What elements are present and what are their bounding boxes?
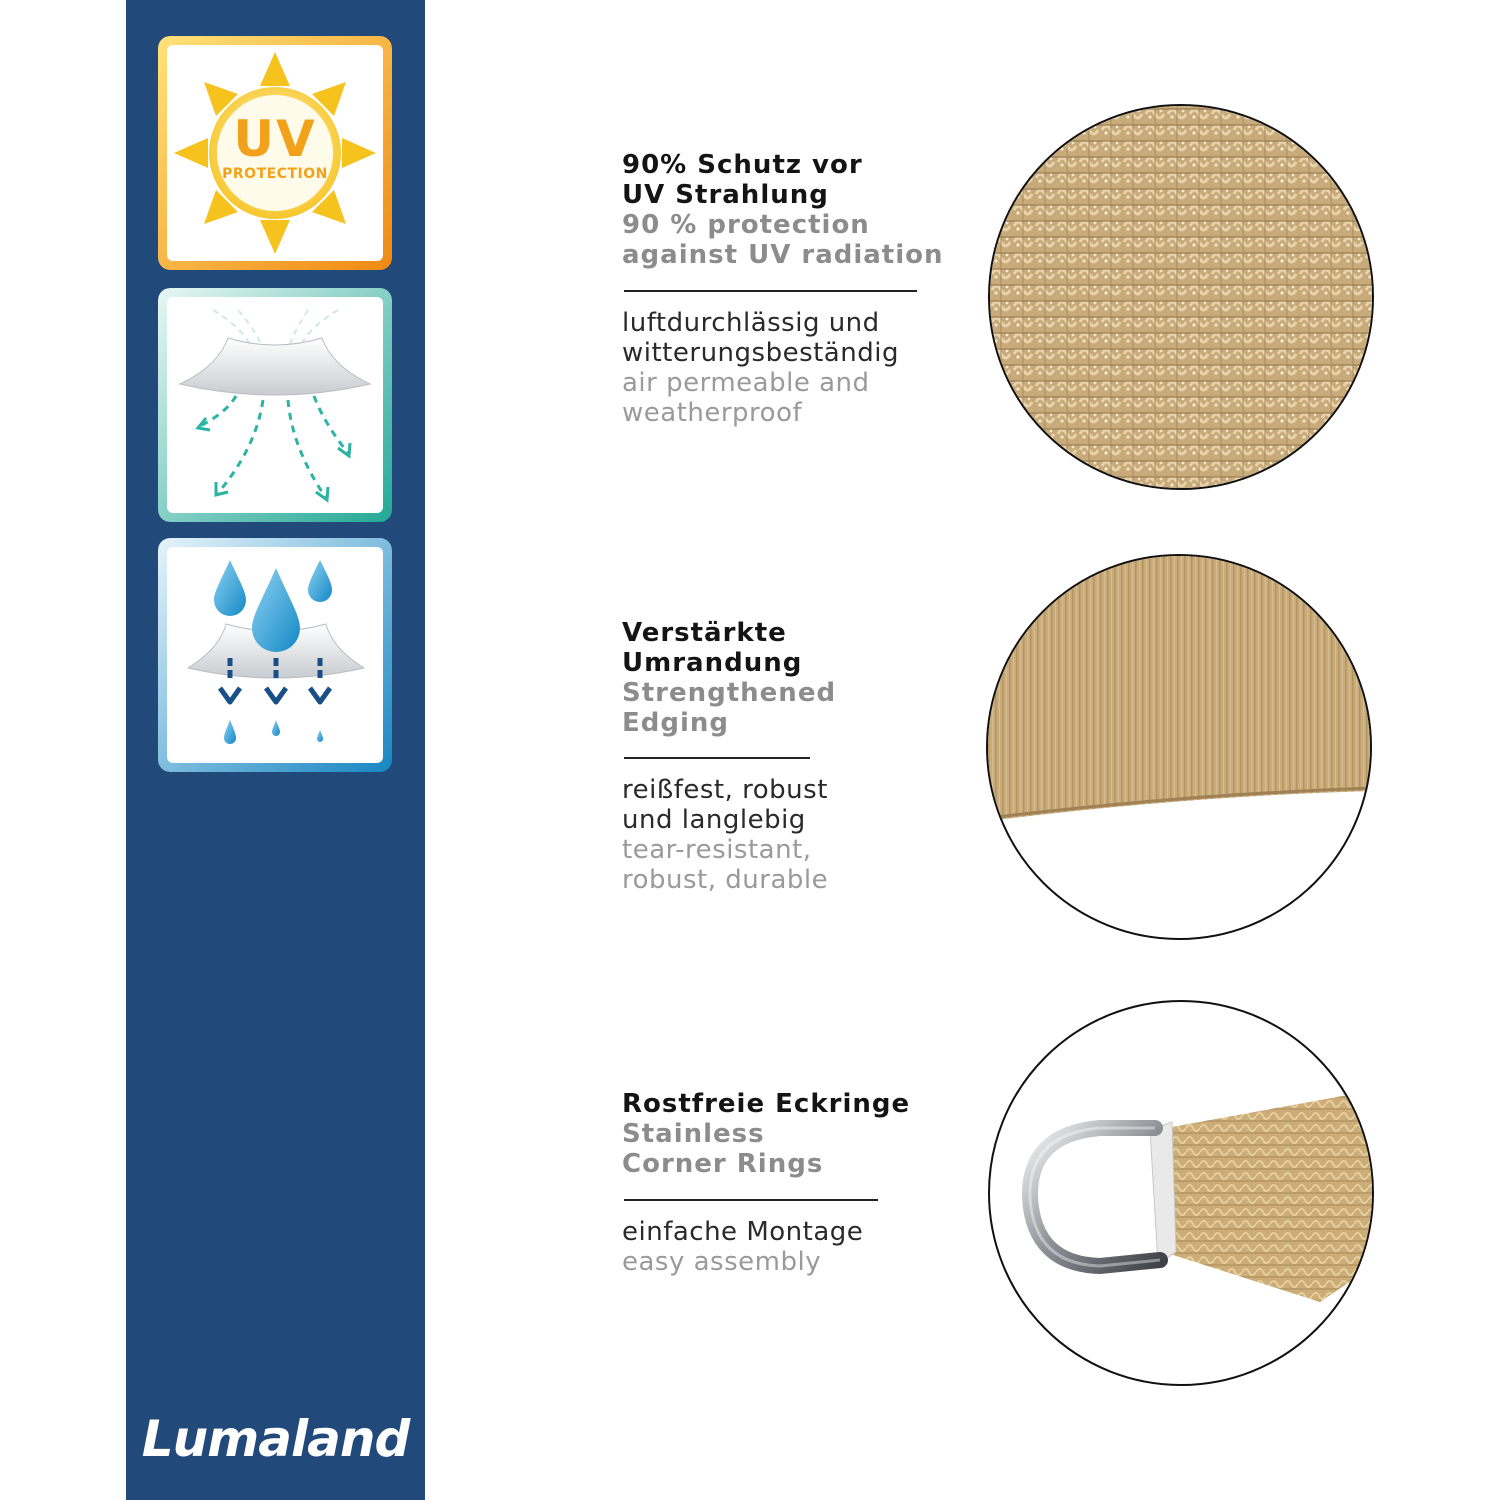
feature-2-divider — [624, 757, 810, 759]
feature-strengthened-edging — [622, 618, 836, 738]
feature-3-divider — [624, 1199, 878, 1201]
reinforced-edge-image — [986, 554, 1372, 940]
feature-2-title-de-line-2: Umrandung — [622, 648, 803, 678]
uv-badge-subtitle: PROTECTION — [222, 166, 328, 182]
feature-stainless-rings — [622, 1089, 910, 1179]
feature-3-description — [622, 1217, 863, 1277]
d-ring-corner-image — [988, 1000, 1374, 1386]
feature-1-text-en-line-2: weatherproof — [622, 398, 803, 428]
feature-1-title-en-line-1: 90 % protection — [622, 210, 870, 240]
feature-2-text-en-line-1: tear-resistant, — [622, 835, 812, 865]
feature-1-divider — [624, 290, 917, 292]
feature-2-title-de-line-1: Verstärkte — [622, 618, 787, 648]
feature-3-title-en-line-2: Corner Rings — [622, 1149, 824, 1179]
sidebar — [126, 0, 425, 1500]
feature-1-text-de-line-2: witterungsbeständig — [622, 338, 899, 368]
feature-1-text-en-line-1: air permeable and — [622, 368, 870, 398]
brand-logo: Lumaland — [141, 1410, 410, 1468]
uv-protection-badge — [158, 36, 392, 270]
feature-3-title-de-line-1: Rostfreie Eckringe — [622, 1089, 911, 1119]
feature-2-text-de-line-1: reißfest, robust — [622, 775, 828, 805]
feature-1-title-de-line-2: UV Strahlung — [622, 180, 829, 210]
uv-badge-title: UV — [233, 110, 317, 168]
feature-3-text-en-line-1: easy assembly — [622, 1247, 822, 1277]
feature-3-title-en-line-1: Stainless — [622, 1119, 765, 1149]
feature-2-title-en-line-2: Edging — [622, 708, 730, 738]
feature-1-text-de-line-1: luftdurchlässig und — [622, 308, 880, 338]
water-drops-icon — [158, 538, 392, 772]
feature-2-text-en-line-2: robust, durable — [622, 865, 829, 895]
feature-1-title-en-line-2: against UV radiation — [622, 240, 944, 270]
weatherproof-badge — [158, 538, 392, 772]
air-permeable-badge — [158, 288, 392, 522]
feature-uv-protection — [622, 150, 944, 270]
feature-2-description — [622, 775, 828, 895]
feature-2-text-de-line-2: und langlebig — [622, 805, 806, 835]
feature-1-description — [622, 308, 899, 428]
feature-1-title-de-line-1: 90% Schutz vor — [622, 150, 863, 180]
feature-3-text-de-line-1: einfache Montage — [622, 1217, 864, 1247]
air-flow-icon — [158, 288, 392, 522]
feature-2-title-en-line-1: Strengthened — [622, 678, 837, 708]
knitted-fabric-image — [988, 104, 1374, 490]
